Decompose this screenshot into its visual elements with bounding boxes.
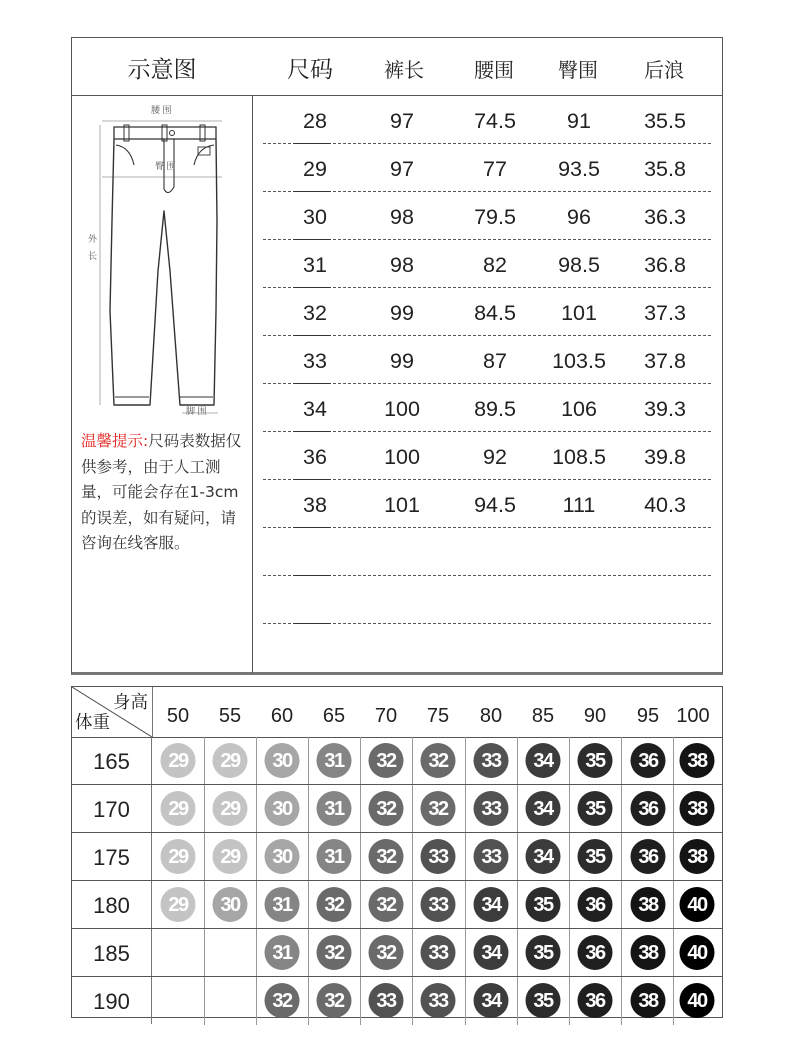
size-chart-header: [72, 38, 722, 96]
column-divider: [308, 929, 309, 976]
column-divider: [621, 833, 622, 880]
corner-label-weight: 体重: [75, 713, 110, 733]
size-cell-rise: 35.8: [644, 157, 686, 181]
height-weight-table: [71, 686, 723, 1018]
size-badge: 31: [317, 791, 352, 826]
column-divider: [204, 929, 205, 976]
column-divider: [360, 785, 361, 832]
size-badge: 36: [631, 839, 666, 874]
column-divider: [308, 737, 309, 784]
diagram-label-waist: 腰 围: [151, 105, 172, 115]
corner-cell: [72, 687, 153, 737]
column-divider: [621, 977, 622, 1025]
height-column-label: 75: [426, 705, 450, 727]
size-cell-hip: 93.5: [558, 157, 600, 181]
height-column-label: 65: [322, 705, 346, 727]
size-cell-size: 29: [303, 157, 327, 181]
size-cell-size: 30: [303, 205, 327, 229]
pants-outline-icon: [78, 101, 246, 423]
size-badge: 36: [578, 935, 613, 970]
size-badge: 33: [421, 983, 456, 1018]
size-cell-size: 28: [303, 109, 327, 133]
size-cell-hip: 101: [561, 301, 597, 325]
size-badge: 32: [421, 791, 456, 826]
column-divider: [465, 833, 466, 880]
column-divider: [569, 881, 570, 928]
size-badge: 32: [421, 743, 456, 778]
size-cell-waist: 82: [483, 253, 507, 277]
size-cell-size: 38: [303, 493, 327, 517]
corner-label-height: 身高: [113, 693, 148, 713]
column-divider: [569, 929, 570, 976]
size-cell-size: 36: [303, 445, 327, 469]
height-column-label: 60: [270, 705, 294, 727]
column-divider: [360, 737, 361, 784]
size-badge: 30: [265, 791, 300, 826]
size-badge: 34: [474, 935, 509, 970]
size-cell-length: 97: [390, 157, 414, 181]
column-divider: [204, 785, 205, 832]
column-divider: [465, 977, 466, 1025]
height-weight-header: [72, 687, 722, 738]
column-divider: [256, 785, 257, 832]
header-length: 裤长: [384, 58, 424, 82]
size-cell-length: 98: [390, 205, 414, 229]
size-row: [253, 383, 724, 431]
column-divider: [204, 737, 205, 784]
height-column-label: 90: [583, 705, 607, 727]
column-divider: [360, 881, 361, 928]
size-badge: 32: [317, 983, 352, 1018]
column-divider: [308, 977, 309, 1025]
weight-row: [72, 785, 722, 833]
size-badge: 34: [526, 791, 561, 826]
diagram-label-hem: 脚 围: [186, 406, 207, 416]
size-cell-waist: 84.5: [474, 301, 516, 325]
column-divider: [465, 785, 466, 832]
size-badge: 36: [631, 791, 666, 826]
size-badge: 34: [526, 743, 561, 778]
weight-label: 175: [72, 833, 152, 880]
row-divider-accent: [293, 239, 331, 240]
weight-row: [72, 881, 722, 929]
column-divider: [308, 881, 309, 928]
weight-label: 185: [72, 929, 152, 976]
size-cell-rise: 40.3: [644, 493, 686, 517]
column-divider: [204, 881, 205, 928]
row-divider-accent: [293, 335, 331, 336]
column-divider: [204, 977, 205, 1025]
column-divider: [517, 977, 518, 1025]
size-badge: 29: [161, 743, 196, 778]
column-divider: [517, 881, 518, 928]
column-divider: [569, 785, 570, 832]
size-badge: 33: [474, 839, 509, 874]
column-divider: [256, 977, 257, 1025]
header-size: 尺码: [287, 57, 333, 83]
size-badge: 38: [631, 887, 666, 922]
size-badge: 38: [680, 743, 715, 778]
size-row: [253, 335, 724, 383]
weight-label: 165: [72, 737, 152, 784]
size-row: [253, 239, 724, 287]
column-divider: [256, 929, 257, 976]
size-badge: 35: [526, 935, 561, 970]
size-badge: 29: [161, 887, 196, 922]
size-cell-waist: 74.5: [474, 109, 516, 133]
size-cell-length: 101: [384, 493, 420, 517]
height-column-label: 50: [166, 705, 190, 727]
row-divider-accent: [293, 479, 331, 480]
size-cell-rise: 39.3: [644, 397, 686, 421]
row-divider-accent: [293, 431, 331, 432]
size-cell-hip: 103.5: [552, 349, 606, 373]
diagram-label-outer-length-1: 外: [88, 234, 98, 244]
size-badge: 29: [213, 791, 248, 826]
column-divider: [621, 929, 622, 976]
size-cell-waist: 77: [483, 157, 507, 181]
column-divider: [465, 737, 466, 784]
size-badge: 32: [369, 887, 404, 922]
column-divider: [256, 737, 257, 784]
size-badge: 32: [317, 887, 352, 922]
weight-row: [72, 977, 722, 1025]
header-diagram: 示意图: [127, 57, 197, 83]
size-badge: 33: [474, 743, 509, 778]
pants-diagram: [78, 101, 246, 423]
size-cell-waist: 89.5: [474, 397, 516, 421]
column-divider: [360, 977, 361, 1025]
column-divider: [517, 785, 518, 832]
row-divider-accent: [293, 383, 331, 384]
size-badge: 35: [526, 887, 561, 922]
size-badge: 34: [474, 887, 509, 922]
column-divider: [569, 833, 570, 880]
size-row: [253, 143, 724, 191]
row-divider-accent: [293, 527, 331, 528]
size-badge: 38: [631, 983, 666, 1018]
row-divider-accent: [293, 143, 331, 144]
size-cell-waist: 92: [483, 445, 507, 469]
height-column-label: 100: [676, 705, 710, 727]
size-badge: 31: [265, 887, 300, 922]
size-cell-length: 99: [390, 301, 414, 325]
size-badge: 35: [578, 743, 613, 778]
weight-row: [72, 929, 722, 977]
column-divider: [256, 881, 257, 928]
size-badge: 34: [474, 983, 509, 1018]
size-badge: 29: [161, 839, 196, 874]
column-divider: [360, 833, 361, 880]
height-column-label: 70: [374, 705, 398, 727]
size-badge: 29: [161, 791, 196, 826]
weight-label: 180: [72, 881, 152, 928]
size-chart: [71, 37, 723, 675]
size-cell-size: 34: [303, 397, 327, 421]
height-column-label: 55: [218, 705, 242, 727]
size-cell-size: 32: [303, 301, 327, 325]
row-divider-accent: [293, 575, 331, 576]
column-divider: [517, 833, 518, 880]
size-badge: 34: [526, 839, 561, 874]
size-badge: 38: [631, 935, 666, 970]
column-divider: [569, 977, 570, 1025]
size-cell-waist: 87: [483, 349, 507, 373]
size-cell-rise: 37.8: [644, 349, 686, 373]
column-divider: [412, 881, 413, 928]
size-badge: 40: [680, 935, 715, 970]
column-divider: [465, 881, 466, 928]
size-cell-hip: 91: [567, 109, 591, 133]
size-cell-waist: 94.5: [474, 493, 516, 517]
size-badge: 33: [421, 935, 456, 970]
size-row: [253, 287, 724, 335]
size-row: [253, 191, 724, 239]
column-divider: [412, 929, 413, 976]
column-divider: [256, 833, 257, 880]
size-cell-length: 100: [384, 445, 420, 469]
size-badge: 32: [369, 791, 404, 826]
size-badge: 38: [680, 791, 715, 826]
size-badge: 36: [631, 743, 666, 778]
column-divider: [673, 929, 674, 976]
header-waist: 腰围: [474, 58, 514, 82]
column-divider: [517, 929, 518, 976]
column-divider: [465, 929, 466, 976]
size-badge: 36: [578, 887, 613, 922]
size-cell-length: 99: [390, 349, 414, 373]
note-title: 温馨提示:: [81, 432, 149, 450]
size-badge: 30: [265, 839, 300, 874]
size-badge: 33: [421, 839, 456, 874]
column-divider: [673, 977, 674, 1025]
size-cell-size: 31: [303, 253, 327, 277]
height-column-label: 80: [479, 705, 503, 727]
size-badge: 31: [265, 935, 300, 970]
row-divider-accent: [293, 191, 331, 192]
size-cell-length: 100: [384, 397, 420, 421]
weight-row: [72, 833, 722, 881]
size-row: [253, 479, 724, 527]
column-divider: [621, 881, 622, 928]
header-hip: 臀围: [558, 58, 598, 82]
size-badge: 32: [369, 743, 404, 778]
diagram-label-hip: 臀 围: [155, 161, 176, 171]
size-cell-rise: 36.3: [644, 205, 686, 229]
size-cell-rise: 36.8: [644, 253, 686, 277]
column-divider: [673, 881, 674, 928]
column-divider: [673, 785, 674, 832]
column-divider: [204, 833, 205, 880]
size-cell-size: 33: [303, 349, 327, 373]
column-divider: [412, 737, 413, 784]
column-divider: [412, 833, 413, 880]
height-column-label: 95: [636, 705, 660, 727]
note-text: [81, 429, 249, 557]
size-rows: [253, 95, 724, 673]
weight-label: 170: [72, 785, 152, 832]
column-divider: [412, 785, 413, 832]
size-badge: 30: [265, 743, 300, 778]
size-badge: 33: [369, 983, 404, 1018]
size-cell-waist: 79.5: [474, 205, 516, 229]
size-badge: 32: [369, 935, 404, 970]
size-badge: 36: [578, 983, 613, 1018]
size-row: [253, 431, 724, 479]
column-divider: [308, 785, 309, 832]
size-cell-rise: 39.8: [644, 445, 686, 469]
row-divider-accent: [293, 623, 331, 624]
size-badge: 32: [265, 983, 300, 1018]
column-divider: [412, 977, 413, 1025]
size-badge: 30: [213, 887, 248, 922]
column-divider: [673, 737, 674, 784]
column-divider: [360, 929, 361, 976]
size-cell-hip: 111: [562, 493, 596, 517]
weight-row: [72, 737, 722, 785]
column-divider: [621, 785, 622, 832]
column-divider: [308, 833, 309, 880]
weight-label: 190: [72, 977, 152, 1024]
size-badge: 40: [680, 887, 715, 922]
size-badge: 32: [317, 935, 352, 970]
size-cell-length: 98: [390, 253, 414, 277]
diagram-panel: [72, 95, 253, 673]
size-badge: 31: [317, 743, 352, 778]
size-cell-hip: 98.5: [558, 253, 600, 277]
column-divider: [673, 833, 674, 880]
column-divider: [569, 737, 570, 784]
header-rise: 后浪: [644, 58, 684, 82]
column-divider: [621, 737, 622, 784]
size-badge: 31: [317, 839, 352, 874]
size-badge: 35: [578, 839, 613, 874]
size-badge: 32: [369, 839, 404, 874]
size-badge: 40: [680, 983, 715, 1018]
size-cell-hip: 108.5: [552, 445, 606, 469]
size-badge: 33: [474, 791, 509, 826]
diagram-label-outer-length-2: 长: [88, 251, 98, 261]
size-badge: 33: [421, 887, 456, 922]
size-cell-length: 97: [390, 109, 414, 133]
size-cell-rise: 35.5: [644, 109, 686, 133]
row-divider-accent: [293, 287, 331, 288]
size-badge: 29: [213, 839, 248, 874]
column-divider: [517, 737, 518, 784]
size-cell-hip: 96: [567, 205, 591, 229]
height-column-label: 85: [531, 705, 555, 727]
size-cell-hip: 106: [561, 397, 597, 421]
size-badge: 35: [578, 791, 613, 826]
note-body: 尺码表数据仅供参考，由于人工测量，可能会存在1-3cm的误差，如有疑问，请咨询在线客服。: [81, 432, 242, 552]
size-badge: 35: [526, 983, 561, 1018]
size-cell-rise: 37.3: [644, 301, 686, 325]
size-badge: 29: [213, 743, 248, 778]
size-row: [253, 95, 724, 143]
size-badge: 38: [680, 839, 715, 874]
